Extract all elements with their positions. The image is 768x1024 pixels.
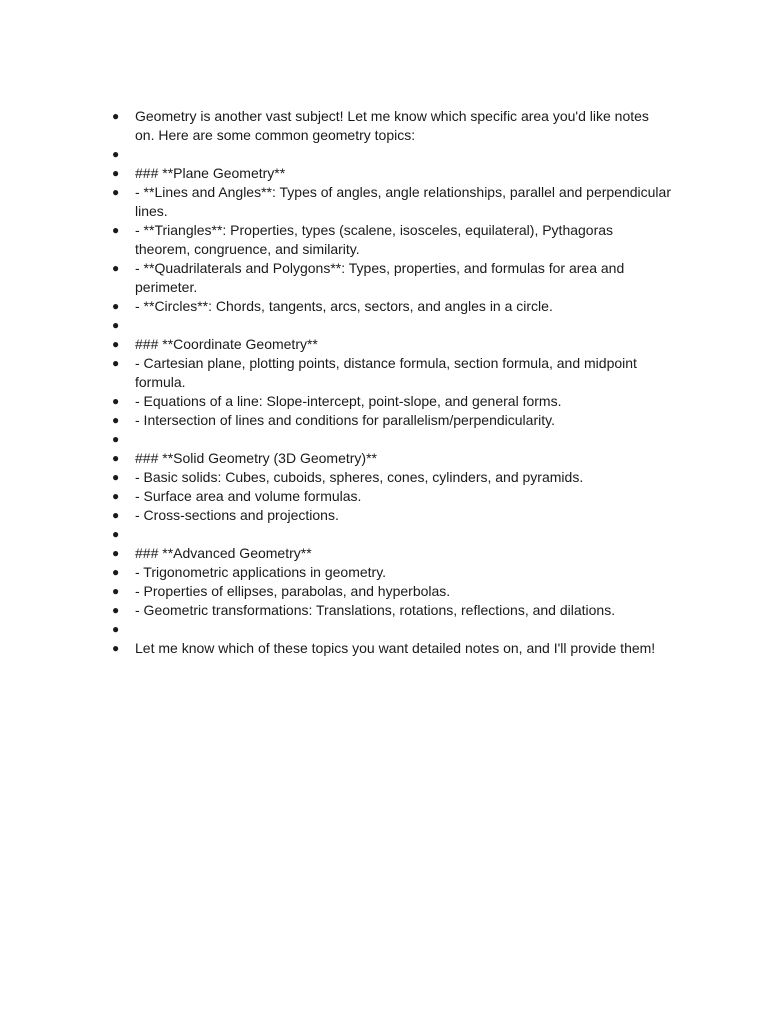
- bullet-dot-icon: ●: [112, 318, 120, 332]
- list-item: [112, 411, 672, 430]
- list-item-text: - Intersection of lines and conditions for parallelism/perpendicularity.: [135, 412, 555, 428]
- list-item: [112, 468, 672, 487]
- bullet-dot-icon: ●: [112, 109, 120, 123]
- bullet-dot-icon: ●: [112, 622, 120, 636]
- bullet-dot-icon: ●: [112, 565, 120, 579]
- list-item: [112, 563, 672, 582]
- bullet-dot-icon: ●: [112, 432, 120, 446]
- list-item-text: - **Triangles**: Properties, types (scalene, isosceles, equilateral), Pythagoras theorem, congruence, and similarity.: [135, 222, 614, 257]
- bullet-dot-icon: ●: [112, 299, 120, 313]
- list-item: [112, 259, 672, 297]
- bullet-dot-icon: ●: [112, 508, 120, 522]
- list-item: [112, 107, 672, 145]
- list-item: [112, 183, 672, 221]
- bullet-dot-icon: ●: [112, 223, 120, 237]
- bullet-dot-icon: ●: [112, 489, 120, 503]
- section-heading: ### **Coordinate Geometry**: [135, 336, 318, 352]
- list-item: [112, 164, 672, 183]
- list-item: [112, 525, 672, 544]
- bullet-dot-icon: ●: [112, 337, 120, 351]
- list-item: [112, 544, 672, 563]
- list-item-text: - Geometric transformations: Translations, rotations, reflections, and dilations.: [135, 602, 616, 618]
- list-item: [112, 392, 672, 411]
- list-item: [112, 430, 672, 449]
- bullet-dot-icon: ●: [112, 166, 120, 180]
- bullet-dot-icon: ●: [112, 185, 120, 199]
- section-heading: ### **Advanced Geometry**: [135, 545, 312, 561]
- bullet-dot-icon: ●: [112, 394, 120, 408]
- bullet-dot-icon: ●: [112, 451, 120, 465]
- list-item: [112, 221, 672, 259]
- list-item-text: Geometry is another vast subject! Let me know which specific area you'd like notes on. Here are some common geometry topics:: [135, 108, 649, 143]
- list-item: [112, 316, 672, 335]
- bullet-list: [112, 107, 672, 658]
- section-heading: ### **Solid Geometry (3D Geometry)**: [135, 450, 377, 466]
- bullet-dot-icon: ●: [112, 603, 120, 617]
- section-heading: ### **Plane Geometry**: [135, 165, 286, 181]
- list-item: [112, 582, 672, 601]
- bullet-dot-icon: ●: [112, 261, 120, 275]
- list-item: [112, 487, 672, 506]
- bullet-dot-icon: ●: [112, 641, 120, 655]
- bullet-dot-icon: ●: [112, 356, 120, 370]
- list-item: [112, 639, 672, 658]
- list-item: [112, 620, 672, 639]
- list-item-text: - **Circles**: Chords, tangents, arcs, sectors, and angles in a circle.: [135, 298, 553, 314]
- list-item-text: - Surface area and volume formulas.: [135, 488, 362, 504]
- list-item: [112, 145, 672, 164]
- list-item: [112, 601, 672, 620]
- bullet-dot-icon: ●: [112, 147, 120, 161]
- list-item: [112, 354, 672, 392]
- bullet-dot-icon: ●: [112, 413, 120, 427]
- list-item: [112, 506, 672, 525]
- bullet-dot-icon: ●: [112, 527, 120, 541]
- bullet-dot-icon: ●: [112, 584, 120, 598]
- list-item-text: - **Quadrilaterals and Polygons**: Types, properties, and formulas for area and perimeter.: [135, 260, 625, 295]
- bullet-dot-icon: ●: [112, 470, 120, 484]
- list-item-text: - Basic solids: Cubes, cuboids, spheres, cones, cylinders, and pyramids.: [135, 469, 584, 485]
- list-item: [112, 449, 672, 468]
- list-item-text: - Properties of ellipses, parabolas, and hyperbolas.: [135, 583, 451, 599]
- list-item-text: - **Lines and Angles**: Types of angles, angle relationships, parallel and perpendicular lines.: [135, 184, 671, 219]
- list-item-text: - Cartesian plane, plotting points, distance formula, section formula, and midpoint formula.: [135, 355, 637, 390]
- list-item: [112, 335, 672, 354]
- bullet-dot-icon: ●: [112, 546, 120, 560]
- list-item-text: - Equations of a line: Slope-intercept, point-slope, and general forms.: [135, 393, 562, 409]
- list-item-text: Let me know which of these topics you want detailed notes on, and I'll provide them!: [135, 640, 656, 656]
- list-item: [112, 297, 672, 316]
- list-item-text: - Trigonometric applications in geometry.: [135, 564, 387, 580]
- list-item-text: - Cross-sections and projections.: [135, 507, 339, 523]
